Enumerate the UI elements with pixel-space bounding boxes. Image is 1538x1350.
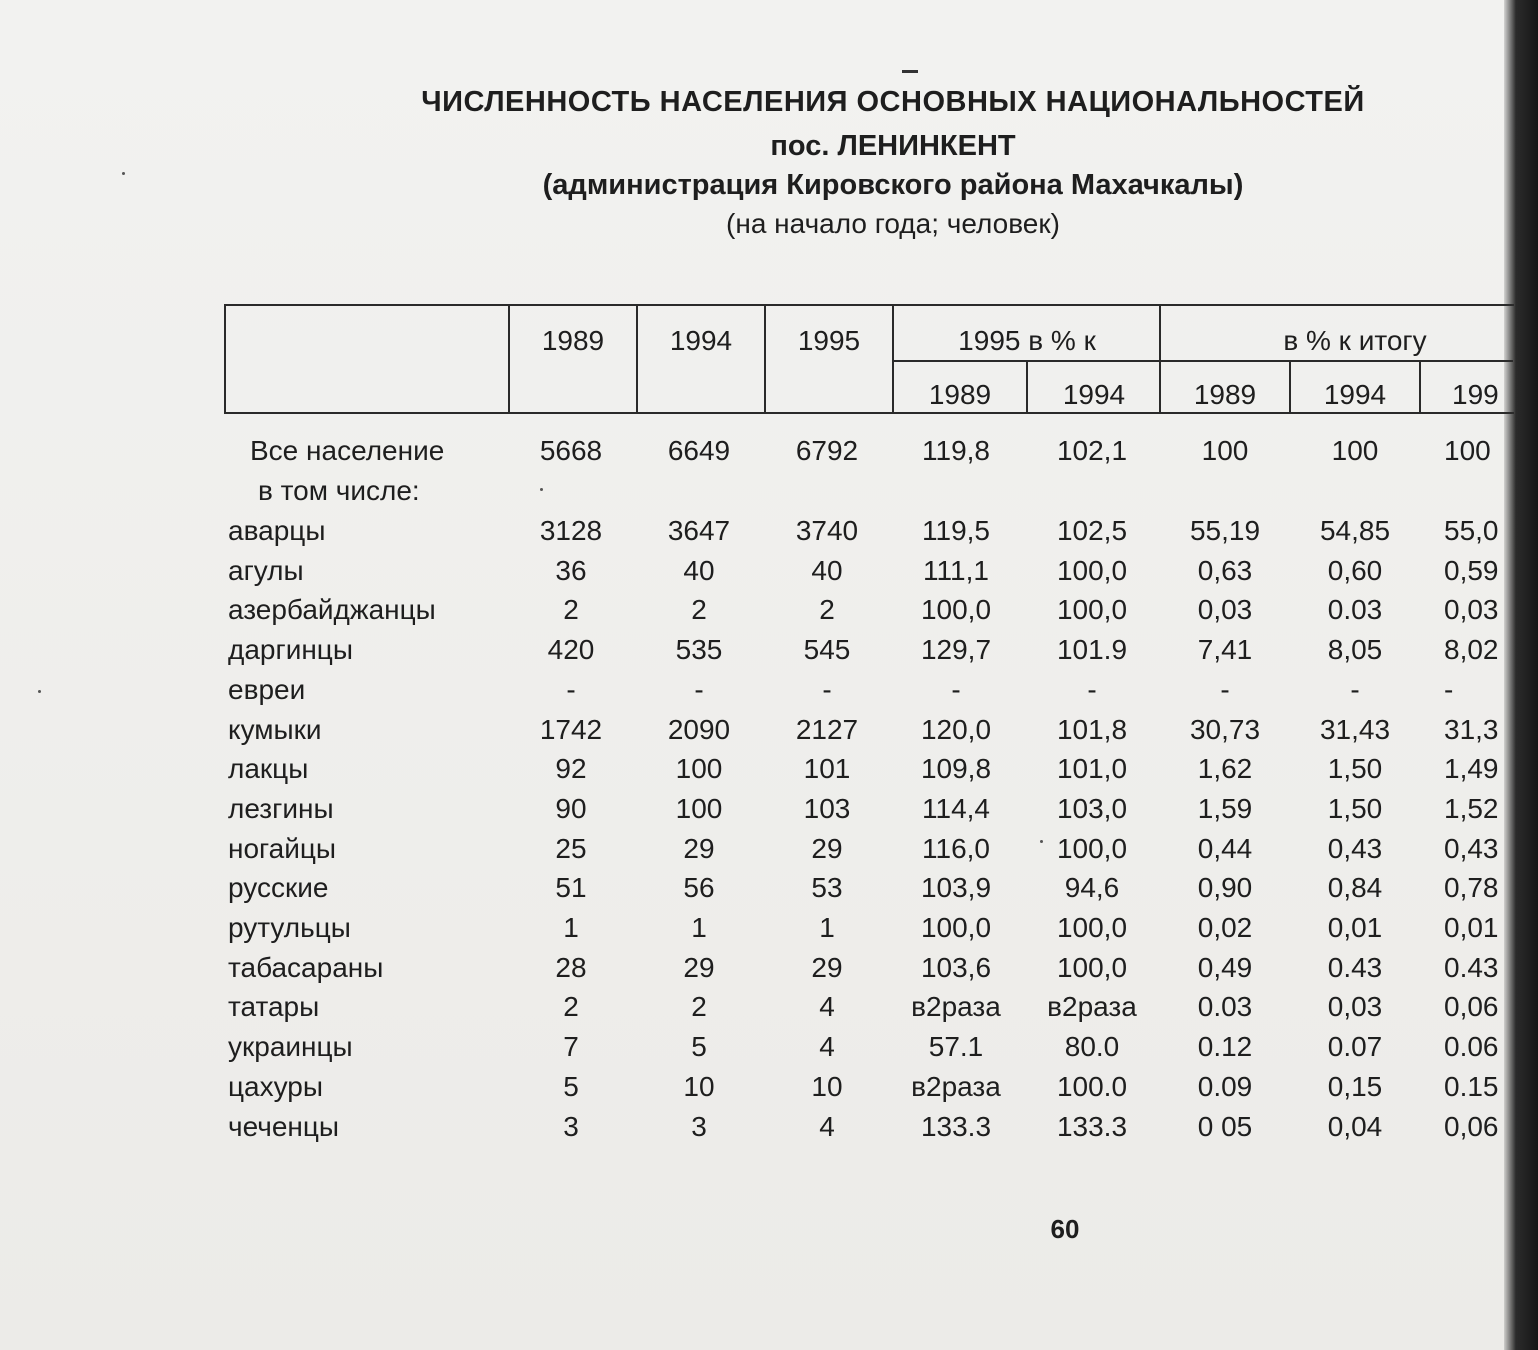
table-cell: 1 <box>563 912 579 943</box>
table-cell: 102,1 <box>1056 435 1128 466</box>
row-label: азербайджанцы <box>228 594 436 625</box>
page-number: 60 <box>1050 1214 1080 1244</box>
table-cell: 133.3 <box>1056 1111 1128 1142</box>
row-label-total: Все население <box>250 435 445 466</box>
table-cell: 0.43 <box>1444 952 1499 983</box>
table-cell: 3740 <box>795 515 859 546</box>
table-cell: 100,0 <box>920 912 992 943</box>
row-label: ногайцы <box>228 833 337 864</box>
table-cell: 0.15 <box>1444 1071 1499 1102</box>
table-cell: 7 <box>563 1031 579 1062</box>
table-cell: 0,01 <box>1327 912 1383 943</box>
table-cell: 3 <box>563 1111 579 1142</box>
paper-speck <box>38 690 41 693</box>
table-cell: 2 <box>691 594 707 625</box>
table-cell: 101,8 <box>1056 714 1128 745</box>
table-cell: 28 <box>555 952 587 983</box>
table-cell: 3 <box>691 1111 707 1142</box>
table-cell: 100.0 <box>1056 1071 1128 1102</box>
row-label: агулы <box>228 555 304 586</box>
table-cell: 8,05 <box>1327 634 1383 665</box>
table-cell: 120,0 <box>920 714 992 745</box>
row-label: цахуры <box>228 1071 323 1102</box>
table-cell: 0,03 <box>1327 991 1383 1022</box>
table-cell: 0.06 <box>1444 1031 1499 1062</box>
table-cell: 4 <box>819 1031 835 1062</box>
table-cell: - <box>1220 674 1230 705</box>
table-cell: 116,0 <box>922 833 990 864</box>
row-label: кумыки <box>228 714 322 745</box>
subheader-pct-1989: 1989 <box>928 379 992 410</box>
table-cell: 40 <box>683 555 715 586</box>
header-divider <box>764 304 766 414</box>
table-cell: 0.07 <box>1327 1031 1383 1062</box>
table-cell: 0.43 <box>1327 952 1383 983</box>
table-cell: 0,06 <box>1444 991 1499 1022</box>
title-line-3: (администрация Кировского района Махачкалы) <box>542 169 1244 201</box>
table-cell: 0 05 <box>1197 1111 1253 1142</box>
binding-shadow <box>1504 0 1538 1350</box>
header-1989: 1989 <box>541 325 605 356</box>
table-cell: 420 <box>547 634 595 665</box>
table-cell: 6649 <box>667 435 731 466</box>
table-cell: 29 <box>683 952 715 983</box>
subheader-total-1989: 1989 <box>1193 379 1257 410</box>
table-cell: 5 <box>563 1071 579 1102</box>
table-cell: 0,60 <box>1327 555 1383 586</box>
table-cell: 6792 <box>795 435 859 466</box>
table-cell: 0,43 <box>1444 833 1499 864</box>
subheader-total-1995: 199 <box>1452 379 1499 410</box>
table-cell: 55,19 <box>1189 515 1261 546</box>
row-label: табасараны <box>228 952 384 983</box>
table-cell: 109,8 <box>920 753 992 784</box>
title-line-1: ЧИСЛЕННОСТЬ НАСЕЛЕНИЯ ОСНОВНЫХ НАЦИОНАЛЬНОСТЕЙ <box>421 86 1365 118</box>
table-cell: 0.09 <box>1197 1071 1253 1102</box>
table-cell: 100,0 <box>1056 555 1128 586</box>
table-cell: 119,5 <box>922 515 990 546</box>
table-cell: 2 <box>563 991 579 1022</box>
table-cell: 0,43 <box>1327 833 1383 864</box>
table-cell: в2раза <box>911 1071 1001 1102</box>
row-label: рутульцы <box>228 912 351 943</box>
row-label: даргинцы <box>228 634 353 665</box>
table-cell: 0,01 <box>1444 912 1499 943</box>
including-label: в том числе: <box>258 475 420 506</box>
table-cell: в2раза <box>1047 991 1137 1022</box>
table-cell: 0,59 <box>1444 555 1499 586</box>
table-cell: 1,50 <box>1327 753 1383 784</box>
table-cell: 0,06 <box>1444 1111 1499 1142</box>
row-label: лезгины <box>228 793 334 824</box>
table-cell: 29 <box>683 833 715 864</box>
table-cell: 101.9 <box>1056 634 1128 665</box>
table-cell: 0,49 <box>1197 952 1253 983</box>
table-cell: - <box>566 674 576 705</box>
table-cell: 103,9 <box>920 872 992 903</box>
table-cell: 0,04 <box>1327 1111 1383 1142</box>
table-cell: 0,63 <box>1197 555 1253 586</box>
table-cell: 10 <box>811 1071 843 1102</box>
table-cell: 5 <box>691 1031 707 1062</box>
table-cell: 100 <box>1331 435 1379 466</box>
row-label: лакцы <box>228 753 309 784</box>
table-cell: 0,03 <box>1444 594 1499 625</box>
table-cell: - <box>1087 674 1097 705</box>
table-cell: - <box>694 674 704 705</box>
table-cell: 0,15 <box>1327 1071 1383 1102</box>
table-cell: 100,0 <box>1056 952 1128 983</box>
table-cell: 100,0 <box>1056 833 1128 864</box>
row-label: аварцы <box>228 515 326 546</box>
table-cell: 545 <box>803 634 851 665</box>
table-cell: 8,02 <box>1444 634 1499 665</box>
table-cell: 3647 <box>667 515 731 546</box>
table-cell: 100,0 <box>1056 594 1128 625</box>
table-cell: 0.03 <box>1197 991 1253 1022</box>
header-divider <box>636 304 638 414</box>
table-cell: 101,0 <box>1056 753 1128 784</box>
table-cell: 2 <box>819 594 835 625</box>
table-cell: в2раза <box>911 991 1001 1022</box>
table-cell: 129,7 <box>920 634 992 665</box>
title-line-2: пос. ЛЕНИНКЕНТ <box>770 130 1016 162</box>
table-cell: 2090 <box>667 714 731 745</box>
table-cell: 1 <box>691 912 707 943</box>
table-cell: 92 <box>555 753 587 784</box>
table-cell: 0,44 <box>1197 833 1253 864</box>
header-top-rule <box>224 304 1514 306</box>
table-cell: 133.3 <box>920 1111 992 1142</box>
table-cell: 119,8 <box>922 435 990 466</box>
table-cell: 114,4 <box>922 793 990 824</box>
table-cell: 0,03 <box>1197 594 1253 625</box>
table-cell: 100 <box>675 753 723 784</box>
table-cell: 535 <box>675 634 723 665</box>
table-cell: 3128 <box>539 515 603 546</box>
table-cell: 1742 <box>539 714 603 745</box>
table-cell: 2 <box>691 991 707 1022</box>
row-label: украинцы <box>228 1031 353 1062</box>
table-cell: 101 <box>803 753 851 784</box>
table-cell: 5668 <box>539 435 603 466</box>
table-cell: 100 <box>675 793 723 824</box>
header-bottom-rule <box>224 412 1514 414</box>
table-cell: 29 <box>811 833 843 864</box>
table-cell: 1 <box>819 912 835 943</box>
table-cell: 100 <box>1201 435 1249 466</box>
table-cell: 29 <box>811 952 843 983</box>
table-cell: 1,52 <box>1444 793 1499 824</box>
table-cell: 94,6 <box>1064 872 1120 903</box>
header-1995-percent-group: 1995 в % к <box>958 325 1096 356</box>
table-cell: 102,5 <box>1056 515 1128 546</box>
table-cell: 36 <box>555 555 587 586</box>
header-divider <box>224 304 226 414</box>
subheader-total-1994: 1994 <box>1323 379 1387 410</box>
table-cell: 0,78 <box>1444 872 1499 903</box>
header-divider <box>508 304 510 414</box>
table-cell: 54,85 <box>1319 515 1391 546</box>
table-cell: 0.03 <box>1327 594 1383 625</box>
table-cell: 90 <box>555 793 587 824</box>
table-cell: 30,73 <box>1189 714 1261 745</box>
table-cell: 4 <box>819 991 835 1022</box>
table-cell: 1,50 <box>1327 793 1383 824</box>
table-cell: 51 <box>555 872 587 903</box>
paper-speck <box>122 172 125 175</box>
table-cell: 0,02 <box>1197 912 1253 943</box>
paper-speck <box>1040 840 1043 843</box>
table-cell: - <box>1350 674 1360 705</box>
header-1994: 1994 <box>669 325 733 356</box>
table-cell: 80.0 <box>1064 1031 1120 1062</box>
subheader-pct-1994: 1994 <box>1062 379 1126 410</box>
table-cell: 1,62 <box>1197 753 1253 784</box>
table-cell: 100 <box>1444 435 1491 466</box>
table-cell: 100,0 <box>1056 912 1128 943</box>
header-percent-of-total-group: в % к итогу <box>1283 325 1427 356</box>
table-cell: 103,6 <box>920 952 992 983</box>
row-label: чеченцы <box>228 1111 340 1142</box>
table-cell: 2 <box>563 594 579 625</box>
header-1995: 1995 <box>797 325 861 356</box>
table-cell: 25 <box>555 833 587 864</box>
table-cell: 10 <box>683 1071 715 1102</box>
table-cell: 1,49 <box>1444 753 1499 784</box>
table-cell: - <box>951 674 961 705</box>
table-cell: 1,59 <box>1197 793 1253 824</box>
table-cell: 2127 <box>795 714 859 745</box>
table-cell: 103 <box>803 793 851 824</box>
table-cell: 4 <box>819 1111 835 1142</box>
table-cell: 53 <box>811 872 843 903</box>
title-units: (на начало года; человек) <box>726 208 1060 239</box>
table-cell: 111,1 <box>923 555 989 586</box>
table-cell: 55,0 <box>1444 515 1499 546</box>
table-cell: - <box>1444 674 1454 705</box>
table-cell: 103,0 <box>1056 793 1128 824</box>
table-cell: 57.1 <box>928 1031 984 1062</box>
table-cell: 56 <box>683 872 715 903</box>
row-label: русские <box>228 872 329 903</box>
table-cell: 0,84 <box>1327 872 1383 903</box>
paper-speck <box>540 488 543 491</box>
row-label: евреи <box>228 674 306 705</box>
table-cell: 7,41 <box>1197 634 1253 665</box>
table-cell: 100,0 <box>920 594 992 625</box>
table-cell: 31,43 <box>1319 714 1391 745</box>
table-cell: 0,90 <box>1197 872 1253 903</box>
row-label: татары <box>228 991 320 1022</box>
table-cell: - <box>822 674 832 705</box>
table-cell: 0.12 <box>1197 1031 1253 1062</box>
table-cell: 31,3 <box>1444 714 1499 745</box>
table-cell: 40 <box>811 555 843 586</box>
